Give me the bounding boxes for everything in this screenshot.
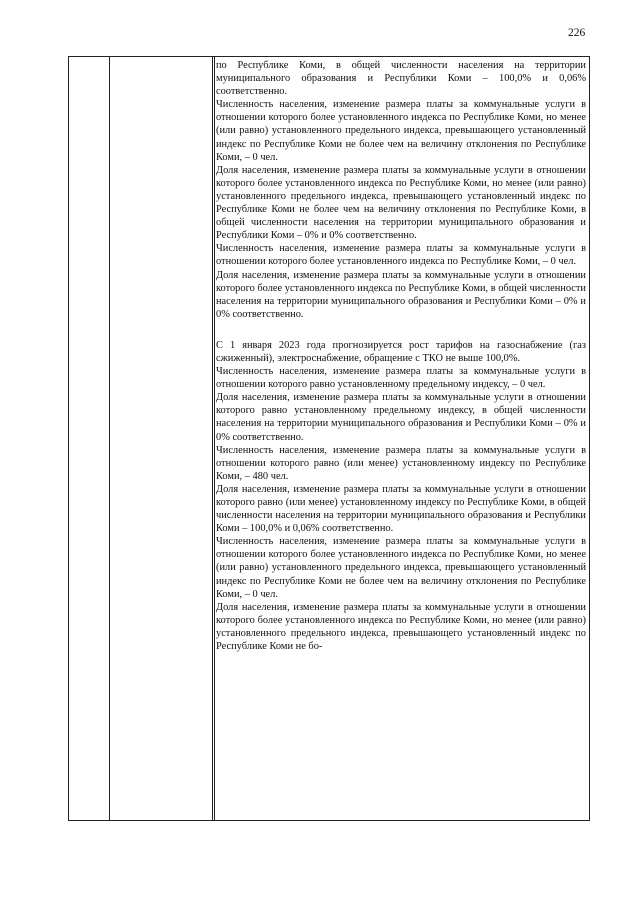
paragraph: Численность населения, изменение размера платы за коммунальные услуги в отношении которого более установленного индекса по Республике Коми, но менее (или равно) установленного предельного индекса, превышающего установленный индекс по Республике Коми не более чем на величину отклонения по Республике Коми, – 0 чел. (216, 99, 586, 163)
paragraph: Доля населения, изменение размера платы за коммунальные услуги в отношении которого равно (или менее) установленному индексу по Республике Коми, в общей численности населения на территории муниципального образования и Республики Коми – 100,0% и 0,06% соответственно. (216, 483, 586, 535)
text-column (216, 59, 586, 653)
paragraph: Доля населения, изменение размера платы за коммунальные услуги в отношении которого равно установленному предельному индексу, в общей численности населения на территории муниципального образования и Республики Коми – 0% и 0% соответственно. (216, 392, 586, 443)
paragraph: Доля населения, изменение размера платы за коммунальные услуги в отношении которого более установленного индекса по Республике Коми, но менее (или равно) установленного предельного индекса, превышающего установленный индекс по Республике Коми не более чем на величину отклонения по Республике Коми, в общей численности населения на территории муниципального образования и Республики Коми – 0% и 0% соответственно. (216, 164, 586, 242)
paragraph: Доля населения, изменение размера платы за коммунальные услуги в отношении которого более установленного индекса по Республике Коми, но менее (или равно) установленного предельного индекса, превышающего установленный индекс по Республике Коми не бо- (216, 601, 586, 653)
paragraph: Численность населения, изменение размера платы за коммунальные услуги в отношении которого более установленного индекса по Республике Коми, – 0 чел. (216, 243, 586, 268)
paragraph: С 1 января 2023 года прогнозируется рост тарифов на газоснабжение (газ сжиженный), электроснабжение, обращение с ТКО не выше 100,0%. (216, 339, 586, 364)
column-divider-1 (109, 57, 110, 820)
column-divider-2 (212, 57, 213, 820)
paragraph: Доля населения, изменение размера платы за коммунальные услуги в отношении которого более установленного индекса по Республике Коми, в общей численности населения на территории муниципального образования и Республики Коми – 0% и 0% соответственно. (216, 269, 586, 320)
paragraph: по Республике Коми, в общей численности населения на территории муниципального образования и Республики Коми – 100,0% и 0,06% соответственно. (216, 60, 586, 98)
paragraph: Численность населения, изменение размера платы за коммунальные услуги в отношении которого равно установленному предельному индексу, – 0 чел. (216, 366, 586, 391)
paragraph: Численность населения, изменение размера платы за коммунальные услуги в отношении которого равно (или менее) установленному индексу по Республике Коми, – 480 чел. (216, 444, 586, 482)
page-number: 226 (568, 27, 586, 39)
paragraph-gap (216, 321, 586, 339)
table-frame (68, 56, 590, 821)
paragraph: Численность населения, изменение размера платы за коммунальные услуги в отношении которого более установленного индекса по Республике Коми, но менее (или равно) установленного предельного индекса, превышающего установленный индекс по Республике Коми не более чем на величину отклонения по Республике Коми, – 0 чел. (216, 536, 586, 600)
column-divider-2-double (214, 57, 215, 820)
